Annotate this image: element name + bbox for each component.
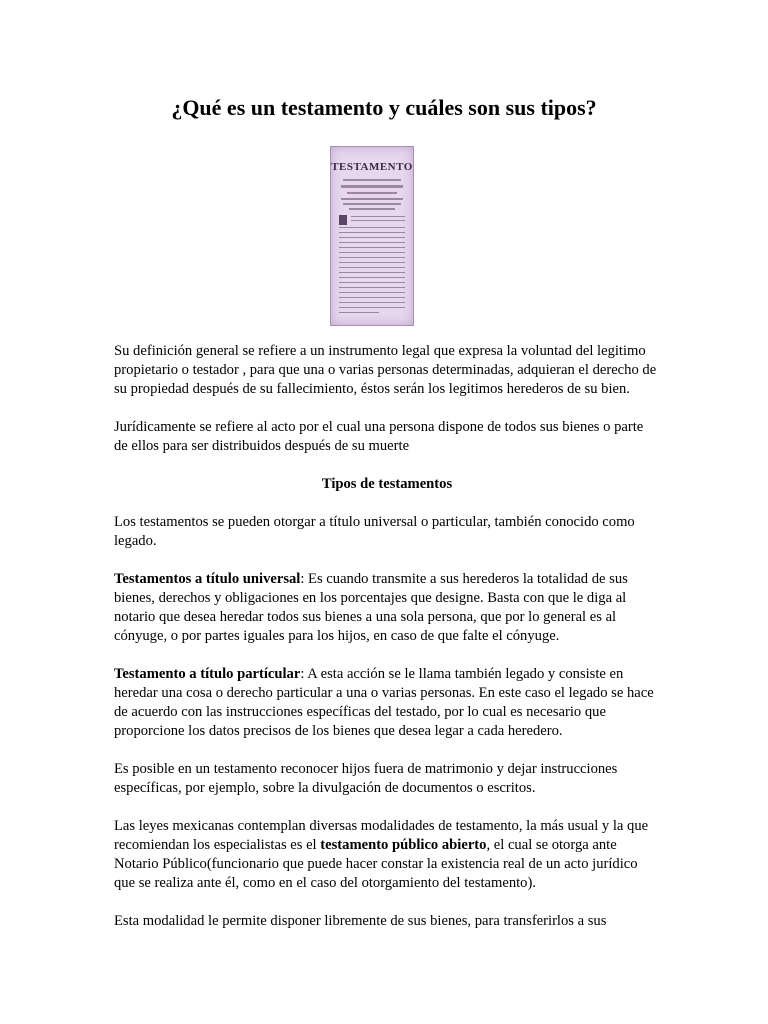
image-text-line xyxy=(339,252,405,253)
image-text-line xyxy=(351,216,405,217)
paragraph-mexican-laws-pre: Las leyes mexicanas contemplan diversas modalidades de testamento, la más usual y la que recomiendan los especialistas es el xyxy=(114,818,649,853)
testament-document-image xyxy=(330,146,414,326)
image-text-line xyxy=(339,237,405,238)
image-dropcap xyxy=(339,215,347,225)
paragraph-universal xyxy=(114,570,660,646)
image-text-line xyxy=(347,192,397,194)
paragraph-particular xyxy=(114,665,660,741)
image-text-line xyxy=(343,203,401,205)
image-text-line xyxy=(339,292,405,293)
image-text-line xyxy=(339,262,405,263)
term-public-open-testament: testamento público abierto xyxy=(320,837,487,853)
term-particular: Testamento a título partícular xyxy=(114,666,301,682)
image-text-line xyxy=(339,232,405,233)
paragraph-particular-text: : A esta acción se le llama también legado y consiste en heredar una cosa o derecho particular a una o varias personas. En este caso el legado se hace de acuerdo con las instrucciones específicas del testado, por lo cual es necesario que proporcione los datos precisos de los bienes que desea legar a cada heredero. xyxy=(114,666,654,739)
paragraph-mexican-laws xyxy=(114,817,660,893)
section-heading: Tipos de testamentos xyxy=(321,476,453,492)
paragraph-legal-meaning: Jurídicamente se refiere al acto por el cual una persona dispone de todos sus bienes o parte de ellos para ser distribuidos después de su muerte xyxy=(114,419,644,454)
image-text-line xyxy=(339,272,405,273)
paragraph-universal-text: : Es cuando transmite a sus herederos la totalidad de sus bienes, derechos y obligaciones en los porcentajes que designe. Basta con que le diga al notario que desea heredar todos sus bienes a una sola persona, que por lo general es al cónyuge, o por partes iguales para los hijos, en caso de que falte el cónyuge. xyxy=(114,571,628,644)
image-text-line xyxy=(341,185,403,188)
image-text-line xyxy=(339,312,379,313)
image-text-line xyxy=(339,267,405,268)
term-universal: Testamentos a título universal xyxy=(114,571,301,587)
image-text-line xyxy=(339,277,405,278)
image-text-line xyxy=(339,242,405,243)
image-text-line xyxy=(343,179,401,181)
page-title: ¿Qué es un testamento y cuáles son sus tipos? xyxy=(171,95,597,120)
image-text-line xyxy=(339,307,405,308)
image-text-line xyxy=(339,287,405,288)
image-text-line xyxy=(339,302,405,303)
image-text-line xyxy=(351,220,405,221)
paragraph-recognition: Es posible en un testamento reconocer hijos fuera de matrimonio y dejar instrucciones específicas, por ejemplo, sobre la divulgación de documentos o escritos. xyxy=(114,761,618,796)
image-text-line xyxy=(339,227,405,228)
paragraph-types-intro: Los testamentos se pueden otorgar a título universal o particular, también conocido como legado. xyxy=(114,514,635,549)
image-text-line xyxy=(349,208,395,210)
image-text-line xyxy=(339,247,405,248)
image-text-line xyxy=(339,282,405,283)
image-text-line xyxy=(339,297,405,298)
paragraph-definition: Su definición general se refiere a un instrumento legal que expresa la voluntad del legitimo propietario o testador , para que una o varias personas determinadas, adquieran el derecho de su propiedad después de su fallecimiento, éstos serán los legitimos herederos de su bien. xyxy=(114,343,657,397)
testament-image-heading: TESTAMENTO xyxy=(331,161,413,173)
paragraph-mexican-laws-post: , el cual se otorga ante Notario Público(funcionario que puede hacer constar la existencia real de un acto jurídico que se realiza ante él, como en el caso del otorgamiento del testamento). xyxy=(114,837,638,891)
paragraph-modality: Esta modalidad le permite disponer libremente de sus bienes, para transferirlos a sus xyxy=(114,913,607,929)
article-body xyxy=(114,342,660,950)
image-text-line xyxy=(339,257,405,258)
image-text-line xyxy=(341,198,403,200)
